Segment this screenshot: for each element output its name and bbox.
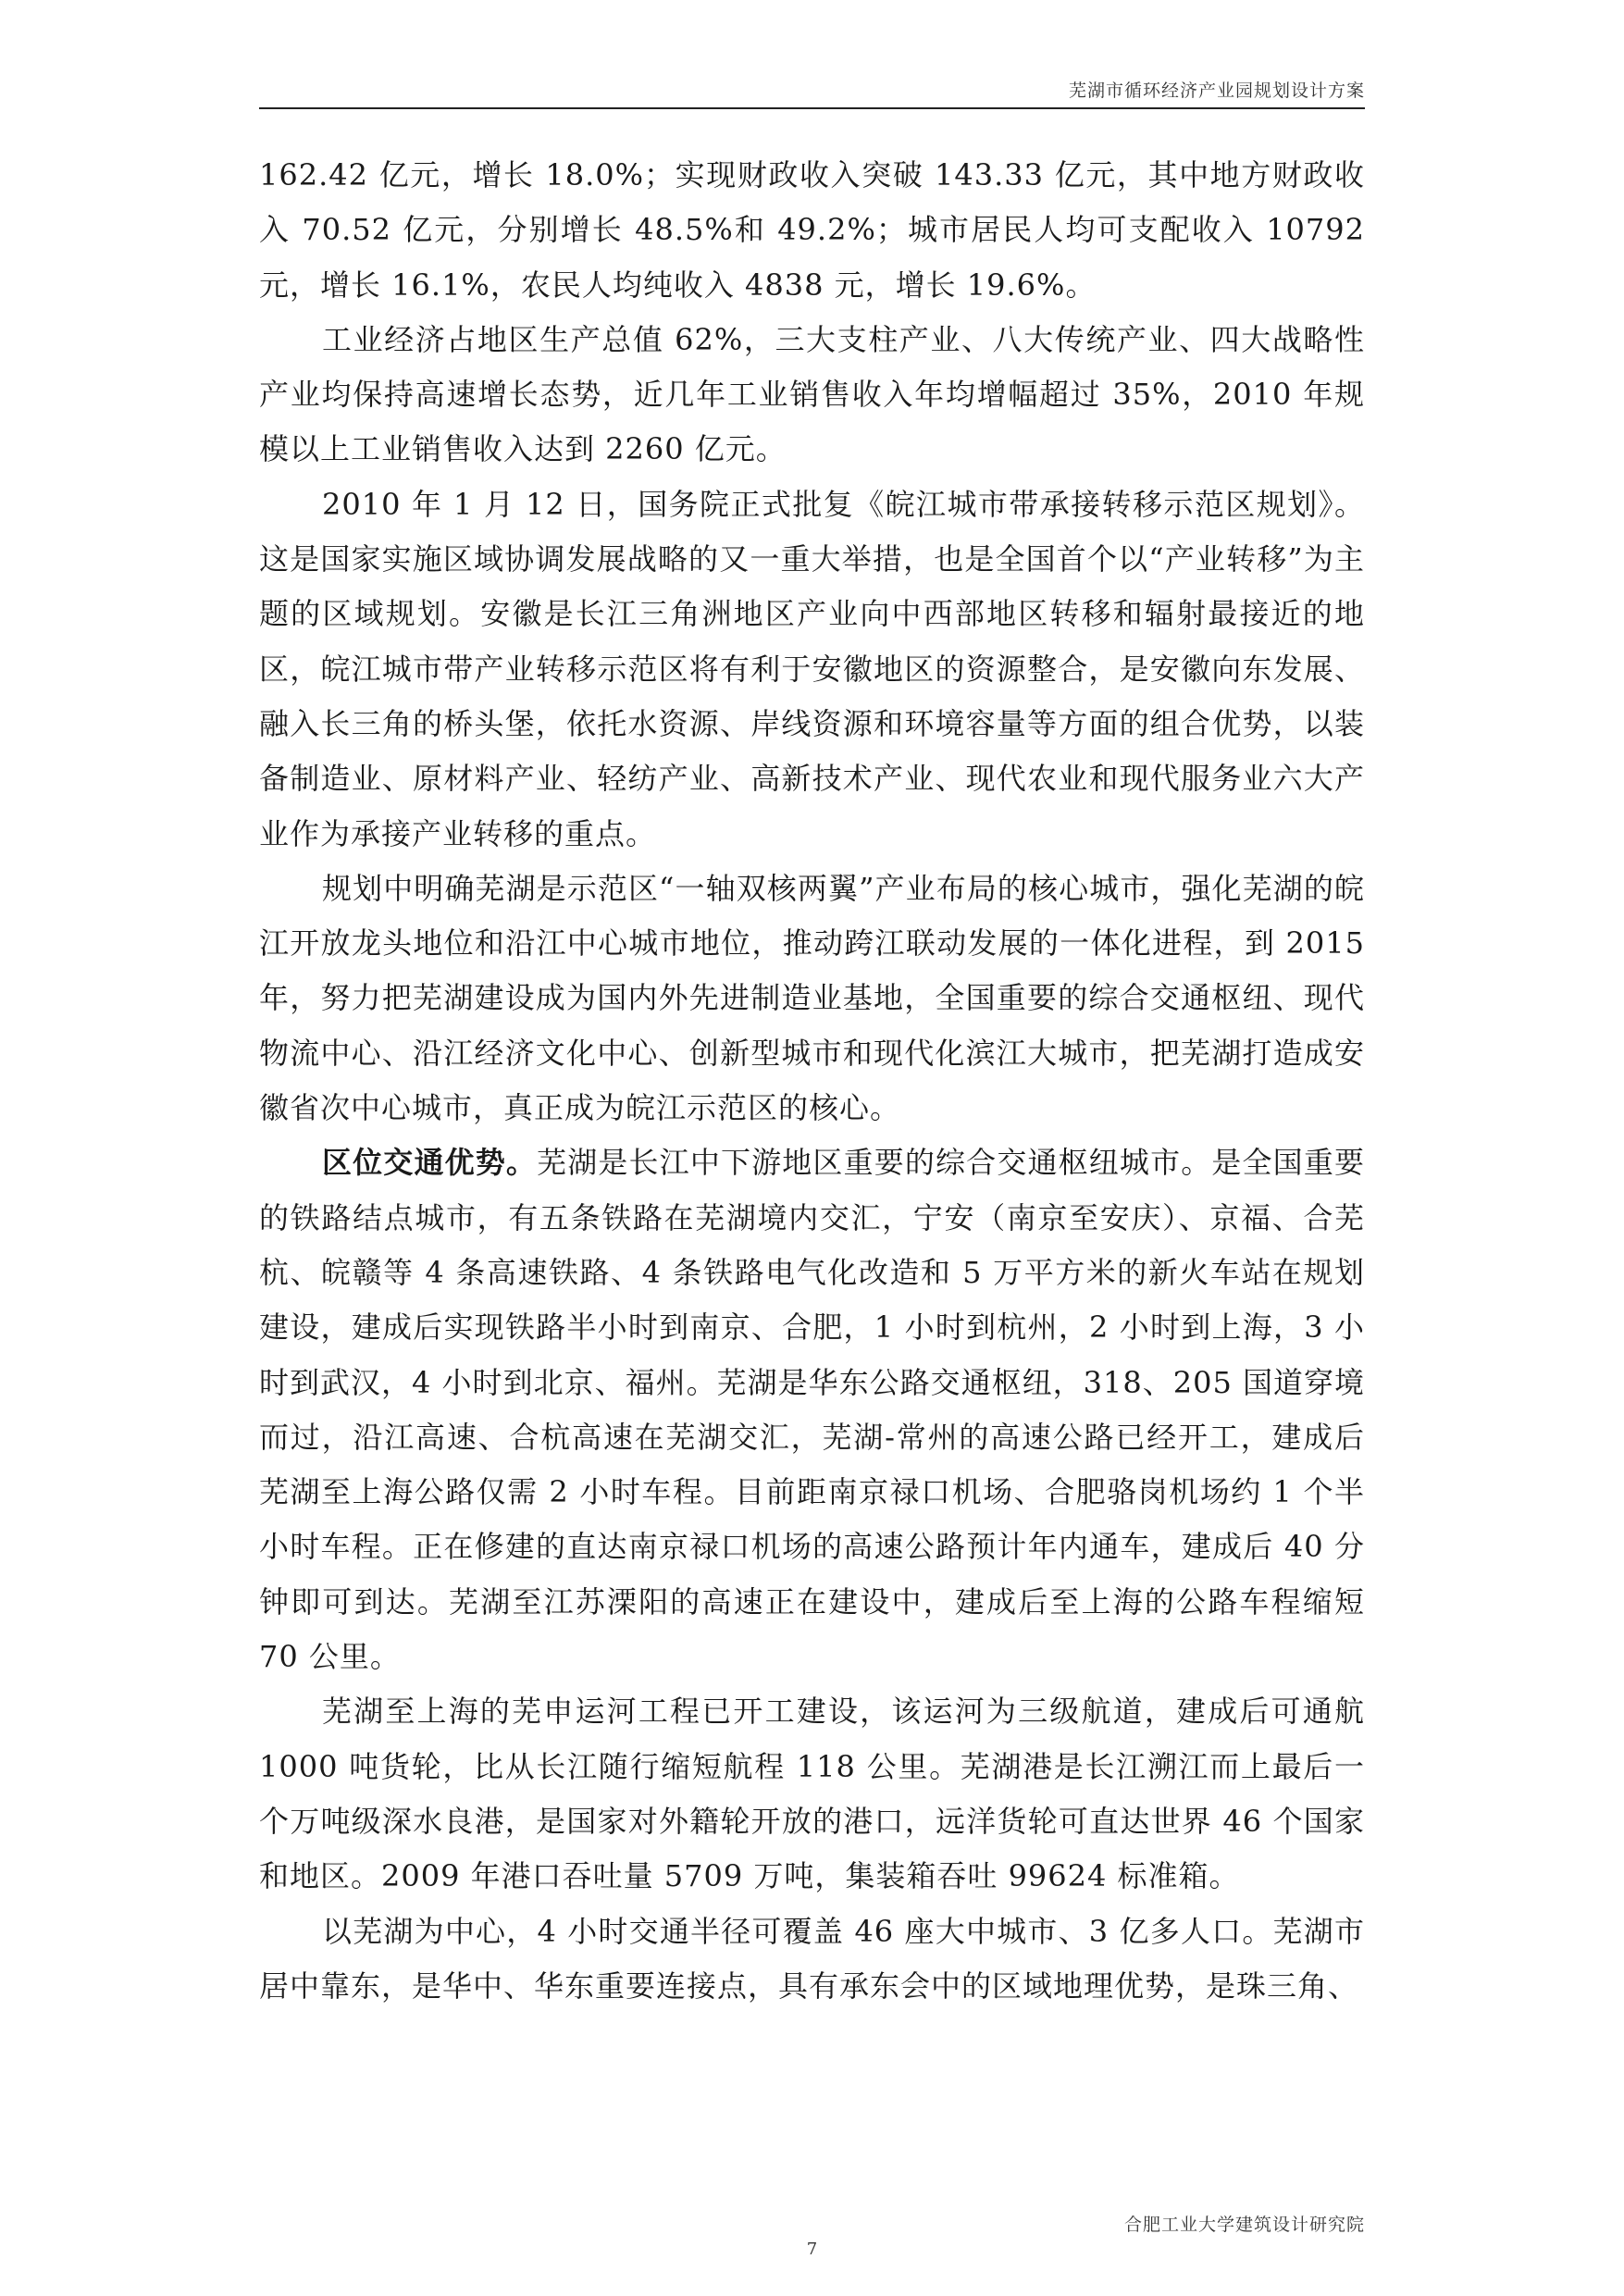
paragraph-1 (259, 148, 1365, 313)
page-number: 7 (806, 2240, 818, 2259)
paragraph-2-text: 工业经济占地区生产总值 62%，三大支柱产业、八大传统产业、四大战略性产业均保持高速增长态势，近几年工业销售收入年均增幅超过 35%，2010 年规模以上工业销售收入达到 2260 亿元。 (259, 321, 1365, 467)
paragraph-3 (259, 478, 1365, 862)
paragraph-5-heading: 区位交通优势。 (322, 1145, 538, 1181)
paragraph-7 (259, 1905, 1365, 2015)
body-text (259, 148, 1365, 2014)
paragraph-5-text: 芜湖是长江中下游地区重要的综合交通枢纽城市。是全国重要的铁路结点城市，有五条铁路在芜湖境内交汇，宁安（南京至安庆）、京福、合芜杭、皖赣等 4 条高速铁路、4 条铁路电气化改造和 5 万平方米的新火车站在规划建设，建成后实现铁路半小时到南京、合肥，1 小时到杭州，2 小时到上海，3 小时到武汉，4 小时到北京、福州。芜湖是华东公路交通枢纽，318、205 国道穿境而过，沿江高速、合杭高速在芜湖交汇，芜湖-常州的高速公路已经开工，建成后芜湖至上海公路仅需 2 小时车程。目前距南京禄口机场、合肥骆岗机场约 1 个半小时车程。正在修建的直达南京禄口机场的高速公路预计年内通车，建成后 40 分钟即可到达。芜湖至江苏溧阳的高速正在建设中，建成后至上海的公路车程缩短 70 公里。 (259, 1145, 1365, 1675)
paragraph-4-text: 规划中明确芜湖是示范区“一轴双核两翼”产业布局的核心城市，强化芜湖的皖江开放龙头地位和沿江中心城市地位，推动跨江联动发展的一体化进程，到 2015 年，努力把芜湖建设成为国内外先进制造业基地，全国重要的综合交通枢纽、现代物流中心、沿江经济文化中心、创新型城市和现代化滨江大城市，把芜湖打造成安徽省次中心城市，真正成为皖江示范区的核心。 (259, 870, 1365, 1126)
paragraph-2 (259, 313, 1365, 478)
footer-organization: 合肥工业大学建筑设计研究院 (1123, 2215, 1365, 2235)
paragraph-6 (259, 1684, 1365, 1904)
paragraph-7-text: 以芜湖为中心，4 小时交通半径可覆盖 46 座大中城市、3 亿多人口。芜湖市居中靠东，是华中、华东重要连接点，具有承东会中的区域地理优势，是珠三角、 (259, 1913, 1365, 2004)
paragraph-6-text: 芜湖至上海的芜申运河工程已开工建设，该运河为三级航道，建成后可通航 1000 吨货轮，比从长江随行缩短航程 118 公里。芜湖港是长江溯江而上最后一个万吨级深水良港，是国家对外籍轮开放的港口，远洋货轮可直达世界 46 个国家和地区。2009 年港口吞吐量 5709 万吨，集装箱吞吐 99624 标准箱。 (259, 1694, 1365, 1894)
paragraph-5 (259, 1136, 1365, 1684)
page-header (259, 70, 1365, 109)
paragraph-3-text: 2010 年 1 月 12 日，国务院正式批复《皖江城市带承接转移示范区规划》。这是国家实施区域协调发展战略的又一重大举措，也是全国首个以“产业转移”为主题的区域规划。安徽是长江三角洲地区产业向中西部地区转移和辐射最接近的地区，皖江城市带产业转移示范区将有利于安徽地区的资源整合，是安徽向东发展、融入长三角的桥头堡，依托水资源、岸线资源和环境容量等方面的组合优势，以装备制造业、原材料产业、轻纺产业、高新技术产业、现代农业和现代服务业六大产业作为承接产业转移的重点。 (259, 486, 1365, 851)
document-title: 芜湖市循环经济产业园规划设计方案 (1068, 81, 1365, 101)
paragraph-1-text: 162.42 亿元，增长 18.0%；实现财政收入突破 143.33 亿元，其中地方财政收入 70.52 亿元，分别增长 48.5%和 49.2%；城市居民人均可支配收入 10792 元，增长 16.1%，农民人均纯收入 4838 元，增长 19.6%。 (259, 157, 1365, 303)
paragraph-4 (259, 862, 1365, 1136)
